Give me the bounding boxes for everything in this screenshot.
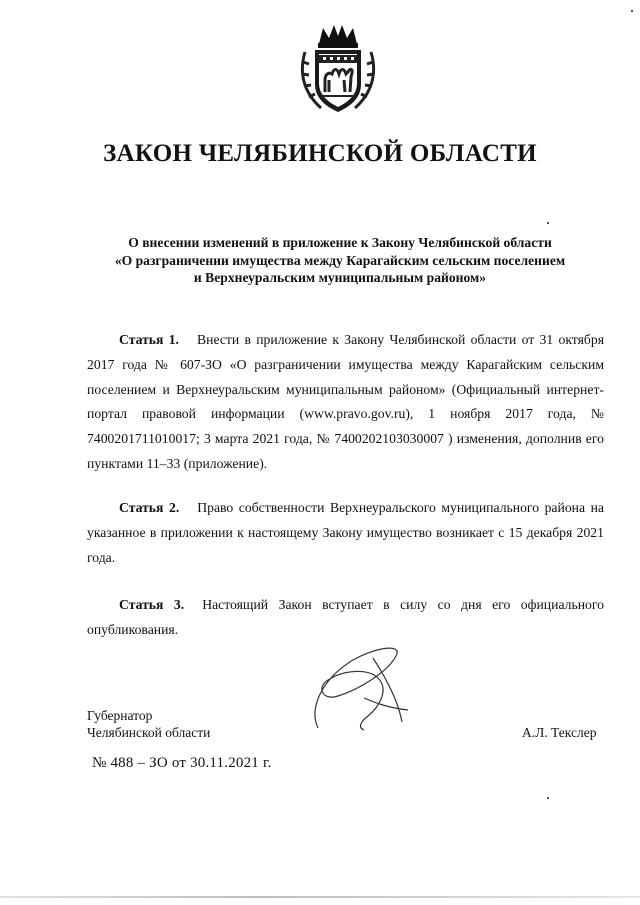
article-2 <box>87 496 604 570</box>
article-3 <box>87 593 604 643</box>
signatory-position <box>87 707 210 741</box>
scan-artifact <box>547 797 549 799</box>
registration-number: № 488 – ЗО от 30.11.2021 г. <box>92 755 272 771</box>
article-heading: Статья 3. <box>119 597 185 612</box>
signatory-position-line: Губернатор <box>87 708 153 723</box>
scan-artifact <box>547 222 549 224</box>
article-text: Право собственности Верхнеуральского муниципального района на указанное в приложении к настоящему Закону имущество возникает с 15 декабря 2021 года. <box>87 500 604 565</box>
article-text: Внести в приложение к Закону Челябинской области от 31 октября 2017 года № 607-ЗО «О разграничении имущества между Карагайским сельским поселением и Верхнеуральским муниципальным районом» (Официальный интернет-портал правовой информации (www.pravo.gov.ru), 1 ноября 2017 года, № 7400201711010017; 3 марта 2021 года, № 7400202103030007 ) изменения, дополнив его пунктами 11–33 (приложение). <box>87 332 604 471</box>
signatory-position-line: Челябинской области <box>87 725 211 740</box>
article-heading: Статья 2. <box>119 500 180 515</box>
document-title: ЗАКОН ЧЕЛЯБИНСКОЙ ОБЛАСТИ <box>103 140 537 167</box>
governor-signature <box>298 638 423 738</box>
scan-edge-line <box>0 896 640 898</box>
subtitle-line: О внесении изменений в приложение к Закону Челябинской области <box>128 235 552 250</box>
subtitle-line: «О разграничении имущества между Карагайским сельским поселением <box>114 252 566 268</box>
article-1 <box>87 328 604 477</box>
signatory-name: А.Л. Текслер <box>522 725 597 740</box>
document-subtitle <box>80 234 600 287</box>
article-heading: Статья 1. <box>119 332 179 347</box>
article-text: Настоящий Закон вступает в силу со дня его официального опубликования. <box>87 597 605 637</box>
subtitle-line: и Верхнеуральским муниципальным районом» <box>193 270 487 285</box>
scan-artifact <box>631 10 633 12</box>
chelyabinsk-coat-of-arms-icon <box>295 22 381 116</box>
